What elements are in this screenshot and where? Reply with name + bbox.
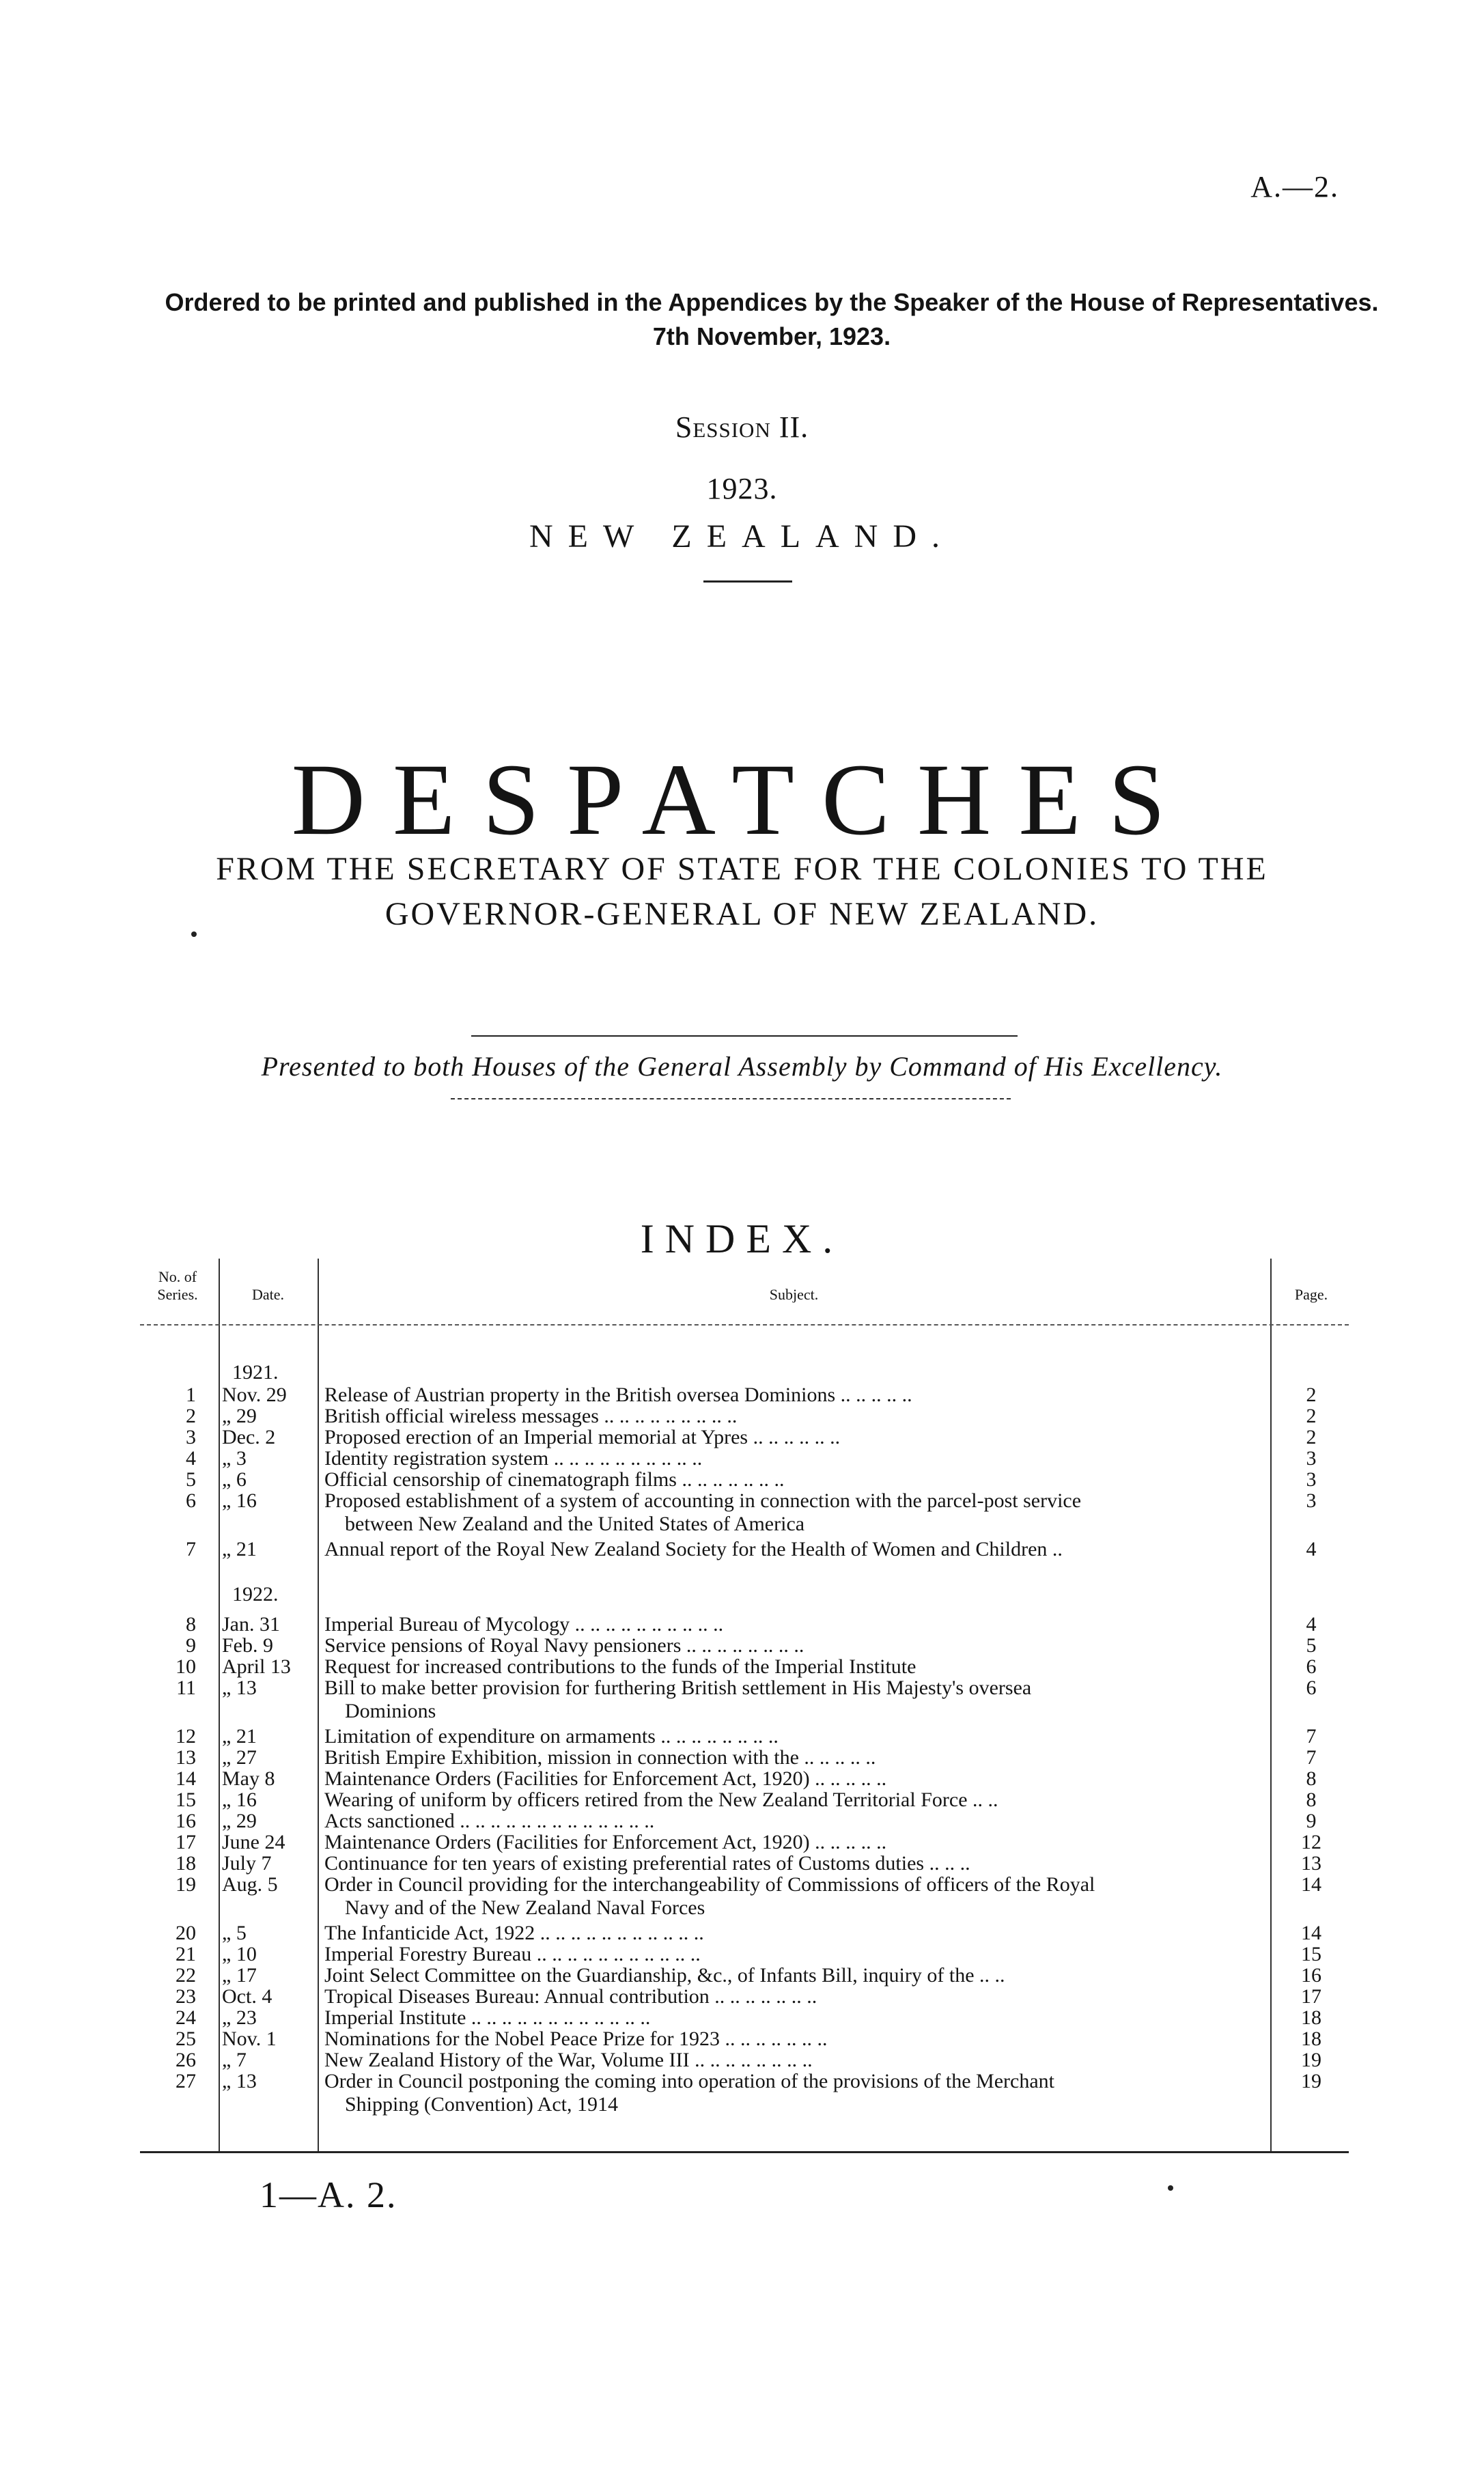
entry-date: „ 10 [222, 1943, 257, 1965]
presented-rule-top [471, 1035, 1018, 1037]
document-reference: A.—2. [1250, 170, 1339, 204]
series-number: 19 [176, 1873, 196, 1896]
print-speck [1168, 2185, 1173, 2191]
series-number: 16 [176, 1810, 196, 1832]
header-page: Page. [1294, 1286, 1328, 1303]
entry-page: 4 [1306, 1538, 1317, 1560]
entry-subject [324, 1489, 1263, 1536]
session-label: Session II. [675, 410, 809, 444]
entry-date: „ 16 [222, 1489, 257, 1512]
header-no-of-series: No. of Series. [157, 1268, 198, 1303]
entry-date: Oct. 4 [222, 1985, 272, 2008]
series-number: 23 [176, 1985, 196, 2008]
entry-subject [324, 2070, 1263, 2116]
subject-line: New Zealand History of the War, Volume III .. .. .. .. .. .. .. .. [324, 2049, 813, 2071]
entry-date: „ 6 [222, 1468, 247, 1491]
entry-page: 9 [1306, 1810, 1317, 1832]
entry-subject [324, 1468, 1263, 1491]
session-year: 1923. [706, 472, 778, 505]
entry-subject [324, 1964, 1263, 1987]
entry-date: „ 7 [222, 2049, 247, 2071]
subject-line: British official wireless messages .. .. .. .. .. .. .. .. .. [324, 1405, 738, 1427]
entry-page: 19 [1301, 2049, 1321, 2071]
entry-date: Dec. 2 [222, 1426, 276, 1448]
series-number: 9 [186, 1634, 196, 1657]
series-number: 22 [176, 1964, 196, 1987]
subject-line: Maintenance Orders (Facilities for Enforcement Act, 1920) .. .. .. .. .. [324, 1767, 887, 1790]
subject-line: Tropical Diseases Bureau: Annual contribution .. .. .. .. .. .. .. [324, 1985, 817, 2008]
subject-line: Maintenance Orders (Facilities for Enforcement Act, 1920) .. .. .. .. .. [324, 1831, 887, 1853]
entry-subject [324, 1447, 1263, 1470]
series-number: 17 [176, 1831, 196, 1853]
entry-page: 2 [1306, 1426, 1317, 1448]
entry-page: 17 [1301, 1985, 1321, 2008]
entry-date: Nov. 1 [222, 2028, 277, 2050]
series-number: 18 [176, 1852, 196, 1875]
subject-line: Acts sanctioned .. .. .. .. .. .. .. .. .. .. .. .. .. [324, 1810, 655, 1832]
table-bottom-rule [140, 2151, 1349, 2153]
entry-subject [324, 1384, 1263, 1407]
presented-note: Presented to both Houses of the General Assembly by Command of His Excellency. [261, 1051, 1223, 1082]
entry-subject [324, 1746, 1263, 1769]
print-speck [191, 931, 197, 937]
entry-subject [324, 1405, 1263, 1428]
series-number: 12 [176, 1725, 196, 1748]
entry-date: Aug. 5 [222, 1873, 278, 1896]
entry-date: Jan. 31 [222, 1613, 280, 1636]
subject-line: Imperial Forestry Bureau .. .. .. .. .. .. .. .. .. .. .. [324, 1943, 701, 1965]
subject-line: Service pensions of Royal Navy pensioners .. .. .. .. .. .. .. .. [324, 1634, 804, 1657]
subject-continuation: Dominions [345, 1700, 436, 1722]
subject-line: Nominations for the Nobel Peace Prize for 1923 .. .. .. .. .. .. .. [324, 2028, 828, 2050]
entry-subject [324, 1985, 1263, 2008]
entry-page: 13 [1301, 1852, 1321, 1875]
series-number: 1 [186, 1384, 196, 1406]
entry-page: 8 [1306, 1767, 1317, 1790]
series-number: 26 [176, 2049, 196, 2071]
subject-line: Order in Council postponing the coming into operation of the provisions of the Merchant [324, 2070, 1054, 2092]
subject-line: Proposed erection of an Imperial memorial at Ypres .. .. .. .. .. .. [324, 1426, 841, 1448]
subject-line: Request for increased contributions to the funds of the Imperial Institute [324, 1655, 916, 1678]
entry-page: 6 [1306, 1655, 1317, 1678]
subject-continuation: Navy and of the New Zealand Naval Forces [345, 1896, 705, 1919]
series-number: 14 [176, 1767, 196, 1790]
entry-subject [324, 1922, 1263, 1945]
series-number: 20 [176, 1922, 196, 1944]
subject-line: Imperial Bureau of Mycology .. .. .. .. .. .. .. .. .. .. [324, 1613, 724, 1636]
entry-date: July 7 [222, 1852, 272, 1875]
document-title: DESPATCHES [291, 743, 1193, 856]
series-number: 6 [186, 1489, 196, 1512]
entry-date: May 8 [222, 1767, 275, 1790]
index-table [140, 1259, 1349, 2153]
entry-date: „ 5 [222, 1922, 247, 1944]
entry-page: 2 [1306, 1384, 1317, 1406]
page-signature: 1—A. 2. [260, 2174, 397, 2215]
series-number: 13 [176, 1746, 196, 1769]
entry-date: „ 17 [222, 1964, 257, 1987]
subject-line: British Empire Exhibition, mission in connection with the .. .. .. .. .. [324, 1746, 876, 1769]
entry-date: April 13 [222, 1655, 291, 1678]
entry-page: 14 [1301, 1873, 1321, 1896]
subject-line: Annual report of the Royal New Zealand Society for the Health of Women and Children .. [324, 1538, 1063, 1560]
index-heading: INDEX. [640, 1216, 844, 1261]
subject-line: Joint Select Committee on the Guardianship, &c., of Infants Bill, inquiry of the .. .. [324, 1964, 1005, 1987]
entry-date: „ 27 [222, 1746, 257, 1769]
entry-subject [324, 1810, 1263, 1833]
document-subtitle [0, 847, 1484, 937]
entry-page: 3 [1306, 1447, 1317, 1470]
subject-line: Order in Council providing for the interchangeability of Commissions of officers of the Royal [324, 1873, 1095, 1896]
entry-date: „ 21 [222, 1725, 257, 1748]
entry-subject [324, 1852, 1263, 1875]
printing-order-note: Ordered to be printed and published in the Appendices by the Speaker of the House of Representatives. 7th November, 1923. [165, 288, 1379, 350]
entry-subject [324, 2006, 1263, 2030]
entry-subject [324, 1873, 1263, 1920]
subject-line: Imperial Institute .. .. .. .. .. .. .. .. .. .. .. .. [324, 2006, 651, 2029]
series-number: 3 [186, 1426, 196, 1448]
series-number: 8 [186, 1613, 196, 1636]
entry-page: 4 [1306, 1613, 1317, 1636]
subject-line: Official censorship of cinematograph films .. .. .. .. .. .. .. [324, 1468, 785, 1491]
subject-line: The Infanticide Act, 1922 .. .. .. .. .. .. .. .. .. .. .. [324, 1922, 704, 1944]
series-number: 2 [186, 1405, 196, 1427]
series-number: 15 [176, 1789, 196, 1811]
entry-date: „ 16 [222, 1789, 257, 1811]
entry-date: „ 13 [222, 2070, 257, 2092]
series-number: 24 [176, 2006, 196, 2029]
header-date: Date. [251, 1286, 285, 1303]
entry-page: 7 [1306, 1746, 1317, 1769]
entry-subject [324, 1767, 1263, 1791]
entry-subject [324, 1943, 1263, 1966]
entry-date: „ 29 [222, 1405, 257, 1427]
subject-line: Limitation of expenditure on armaments .. .. .. .. .. .. .. .. [324, 1725, 779, 1748]
column-divider-no [219, 1259, 220, 2153]
entry-page: 18 [1301, 2028, 1321, 2050]
entry-date: „ 3 [222, 1447, 247, 1470]
entry-subject [324, 1831, 1263, 1854]
entry-subject [324, 1789, 1263, 1812]
series-number: 27 [176, 2070, 196, 2092]
subject-continuation: between New Zealand and the United States of America [345, 1513, 805, 1535]
entry-page: 3 [1306, 1468, 1317, 1491]
subject-continuation: Shipping (Convention) Act, 1914 [345, 2093, 618, 2116]
subject-line: Identity registration system .. .. .. .. .. .. .. .. .. .. [324, 1447, 703, 1470]
entry-page: 19 [1301, 2070, 1321, 2092]
entry-page: 18 [1301, 2006, 1321, 2029]
series-number: 10 [176, 1655, 196, 1678]
subject-line: Continuance for ten years of existing preferential rates of Customs duties .. .. .. [324, 1852, 970, 1875]
series-number: 7 [186, 1538, 196, 1560]
entry-subject [324, 1538, 1263, 1561]
entry-subject [324, 1677, 1263, 1723]
subtitle-line-2: GOVERNOR-GENERAL OF NEW ZEALAND. [384, 896, 1100, 932]
subject-line: Bill to make better provision for furthering British settlement in His Majesty's oversea [324, 1677, 1032, 1699]
header-subject: Subject. [769, 1286, 819, 1303]
entry-page: 6 [1306, 1677, 1317, 1699]
entry-page: 7 [1306, 1725, 1317, 1748]
country-title: NEW ZEALAND. [529, 518, 955, 555]
entry-subject [324, 2049, 1263, 2072]
column-divider-subject [1270, 1259, 1272, 2153]
entry-subject [324, 2028, 1263, 2051]
series-number: 5 [186, 1468, 196, 1491]
entry-date: Feb. 9 [222, 1634, 273, 1657]
series-number: 25 [176, 2028, 196, 2050]
entry-page: 3 [1306, 1489, 1317, 1512]
header-rule [140, 1324, 1349, 1326]
entry-date: „ 23 [222, 2006, 257, 2029]
entry-page: 5 [1306, 1634, 1317, 1657]
entry-page: 15 [1301, 1943, 1321, 1965]
year-label-1921: 1921. [232, 1361, 279, 1384]
entry-subject [324, 1426, 1263, 1449]
entry-subject [324, 1613, 1263, 1636]
entry-date: „ 21 [222, 1538, 257, 1560]
entry-page: 12 [1301, 1831, 1321, 1853]
entry-subject [324, 1725, 1263, 1748]
subtitle-line-1: FROM THE SECRETARY OF STATE FOR THE COLONIES TO THE [216, 851, 1268, 887]
year-label-1922: 1922. [232, 1583, 279, 1605]
entry-date: „ 13 [222, 1677, 257, 1699]
series-number: 4 [186, 1447, 196, 1470]
entry-page: 16 [1301, 1964, 1321, 1987]
header-divider [703, 580, 792, 583]
entry-date: June 24 [222, 1831, 285, 1853]
series-number: 11 [176, 1677, 196, 1699]
entry-page: 8 [1306, 1789, 1317, 1811]
entry-subject [324, 1655, 1263, 1679]
entry-date: „ 29 [222, 1810, 257, 1832]
entry-subject [324, 1634, 1263, 1657]
entry-page: 14 [1301, 1922, 1321, 1944]
entry-page: 2 [1306, 1405, 1317, 1427]
subject-line: Release of Austrian property in the British oversea Dominions .. .. .. .. .. [324, 1384, 912, 1406]
series-number: 21 [176, 1943, 196, 1965]
subject-line: Proposed establishment of a system of accounting in connection with the parcel-post service [324, 1489, 1082, 1512]
presented-rule-bottom [451, 1098, 1011, 1099]
entry-date: Nov. 29 [222, 1384, 287, 1406]
subject-line: Wearing of uniform by officers retired from the New Zealand Territorial Force .. .. [324, 1789, 998, 1811]
